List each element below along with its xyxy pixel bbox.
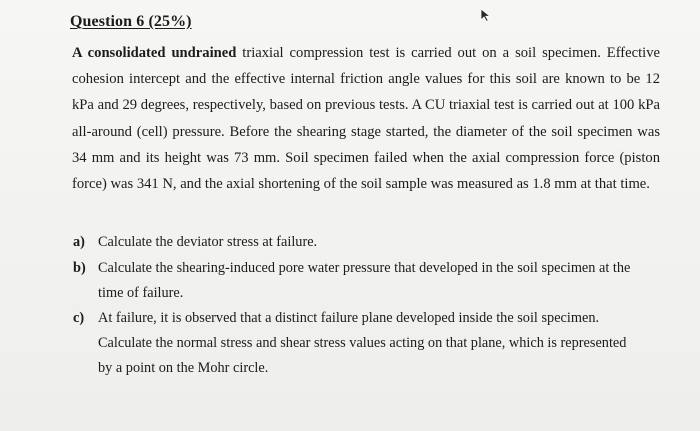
part-b-text: Calculate the shearing-induced pore water pressure that developed in the soil specimen at the time of failure. — [98, 260, 631, 301]
part-a — [73, 230, 643, 255]
intro-text: triaxial compression test is carried out on a soil specimen. Effective cohesion intercept and the effective internal friction angle values for this soil are known to be 12 kPa and 29 degrees, respectively, based on previous tests. A CU triaxial test is carried out at 100 kPa all-around (cell) pressure. Before the shearing stage started, the diameter of the soil specimen was 34 mm and its height was 73 mm. Soil specimen failed when the axial compression force (piston force) was 341 N, and the axial shortening of the soil sample was measured as 1.8 mm at that time. — [72, 45, 660, 193]
part-b — [73, 256, 643, 306]
question-heading: Question 6 (25%) — [70, 13, 192, 30]
part-a-text: Calculate the deviator stress at failure. — [98, 234, 318, 250]
intro-bold-text: A consolidated undrained — [72, 45, 237, 61]
part-c — [73, 306, 643, 381]
part-c-marker: c) — [73, 310, 85, 326]
problem-statement — [72, 40, 660, 197]
part-a-marker: a) — [73, 234, 85, 250]
part-c-text: At failure, it is observed that a distinct failure plane developed inside the soil specimen. Calculate the normal stress and shear stress values acting on that plane, which is represented by a point on the Mohr circle. — [98, 310, 627, 376]
part-b-marker: b) — [73, 260, 86, 276]
mouse-pointer-icon — [480, 8, 492, 22]
